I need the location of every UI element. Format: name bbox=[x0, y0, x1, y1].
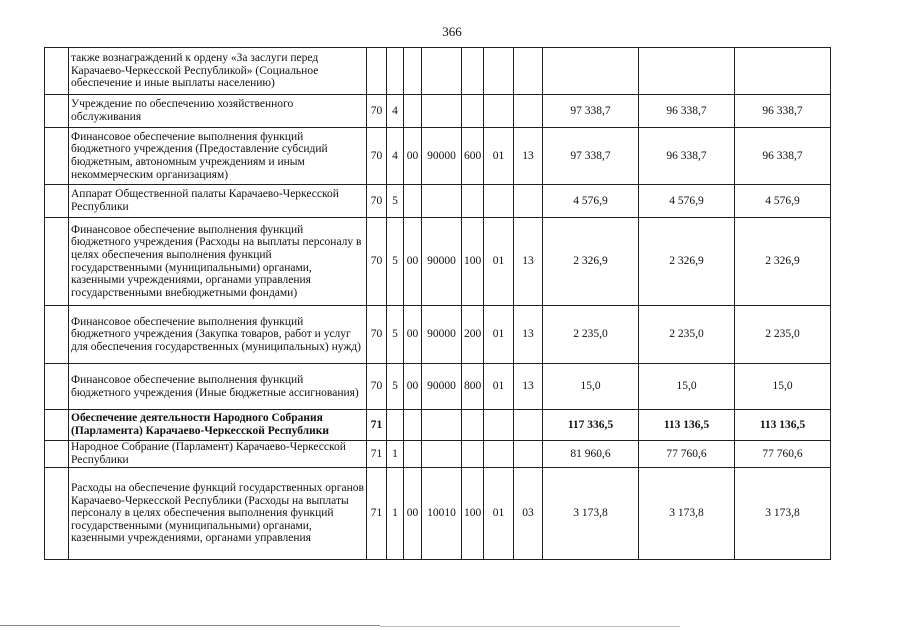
row-number-cell bbox=[45, 364, 69, 410]
code-cell: 70 bbox=[367, 364, 387, 410]
code-cell: 00 bbox=[404, 468, 422, 560]
amount-cell: 3 173,8 bbox=[639, 468, 735, 560]
code-cell: 5 bbox=[387, 364, 404, 410]
code-cell: 71 bbox=[367, 468, 387, 560]
amount-cell: 81 960,6 bbox=[543, 441, 639, 468]
code-cell: 13 bbox=[514, 364, 543, 410]
code-cell: 00 bbox=[404, 218, 422, 306]
row-number-cell bbox=[45, 185, 69, 218]
code-cell: 1 bbox=[387, 441, 404, 468]
code-cell: 01 bbox=[484, 364, 514, 410]
amount-cell: 2 235,0 bbox=[639, 306, 735, 364]
code-cell: 100 bbox=[462, 468, 484, 560]
code-cell bbox=[514, 48, 543, 95]
row-number-cell bbox=[45, 468, 69, 560]
code-cell: 01 bbox=[484, 306, 514, 364]
table-row bbox=[45, 306, 831, 364]
row-number-cell bbox=[45, 48, 69, 95]
row-name-cell: Аппарат Общественной палаты Карачаево-Черкесской Республики bbox=[69, 185, 367, 218]
amount-cell: 3 173,8 bbox=[735, 468, 831, 560]
code-cell: 100 bbox=[462, 218, 484, 306]
code-cell: 01 bbox=[484, 218, 514, 306]
bottom-rule-faint bbox=[380, 626, 680, 627]
amount-cell: 2 326,9 bbox=[543, 218, 639, 306]
code-cell bbox=[422, 185, 462, 218]
code-cell bbox=[514, 185, 543, 218]
table-row bbox=[45, 48, 831, 95]
table-row bbox=[45, 441, 831, 468]
code-cell bbox=[422, 95, 462, 128]
amount-cell: 96 338,7 bbox=[735, 95, 831, 128]
code-cell bbox=[404, 441, 422, 468]
table-row bbox=[45, 364, 831, 410]
code-cell bbox=[462, 48, 484, 95]
code-cell: 13 bbox=[514, 218, 543, 306]
table-row bbox=[45, 468, 831, 560]
amount-cell bbox=[543, 48, 639, 95]
code-cell bbox=[484, 441, 514, 468]
row-name-cell: Обеспечение деятельности Народного Собрания (Парламента) Карачаево-Черкесской Республики bbox=[69, 410, 367, 441]
code-cell: 10010 bbox=[422, 468, 462, 560]
row-name-cell: Народное Собрание (Парламент) Карачаево-Черкесской Республики bbox=[69, 441, 367, 468]
code-cell bbox=[387, 48, 404, 95]
table-row bbox=[45, 410, 831, 441]
code-cell: 71 bbox=[367, 441, 387, 468]
row-name-cell: Расходы на обеспечение функций государственных органов Карачаево-Черкесской Республики (Расходы на выплаты персоналу в целях обеспечения выполнения функций государственными (муниципальными) органами, казенными учреждениями, органами управления bbox=[69, 468, 367, 560]
amount-cell: 96 338,7 bbox=[735, 128, 831, 185]
code-cell: 1 bbox=[387, 468, 404, 560]
row-number-cell bbox=[45, 95, 69, 128]
code-cell bbox=[514, 410, 543, 441]
code-cell bbox=[514, 441, 543, 468]
code-cell: 90000 bbox=[422, 128, 462, 185]
row-name-cell: также вознаграждений к ордену «За заслуги перед Карачаево-Черкесской Республикой» (Социальное обеспечение и иные выплаты населению) bbox=[69, 48, 367, 95]
code-cell bbox=[404, 185, 422, 218]
code-cell bbox=[514, 95, 543, 128]
code-cell bbox=[422, 410, 462, 441]
amount-cell: 15,0 bbox=[639, 364, 735, 410]
code-cell: 4 bbox=[387, 95, 404, 128]
amount-cell: 113 136,5 bbox=[639, 410, 735, 441]
code-cell: 70 bbox=[367, 185, 387, 218]
amount-cell: 4 576,9 bbox=[543, 185, 639, 218]
row-name-cell: Финансовое обеспечение выполнения функций бюджетного учреждения (Расходы на выплаты персоналу в целях обеспечения выполнения функций государственными (муниципальными) органами, казенными учреждениями, органами управления государственными внебюджетными фондами) bbox=[69, 218, 367, 306]
code-cell: 03 bbox=[514, 468, 543, 560]
page-number: 366 bbox=[442, 24, 462, 39]
amount-cell: 2 235,0 bbox=[543, 306, 639, 364]
code-cell: 800 bbox=[462, 364, 484, 410]
row-name-cell: Учреждение по обеспечению хозяйственного обслуживания bbox=[69, 95, 367, 128]
code-cell: 200 bbox=[462, 306, 484, 364]
code-cell bbox=[462, 410, 484, 441]
code-cell bbox=[462, 441, 484, 468]
code-cell: 90000 bbox=[422, 218, 462, 306]
code-cell: 90000 bbox=[422, 364, 462, 410]
code-cell bbox=[462, 95, 484, 128]
code-cell bbox=[404, 48, 422, 95]
table-row bbox=[45, 218, 831, 306]
code-cell bbox=[387, 410, 404, 441]
budget-table bbox=[44, 47, 831, 560]
code-cell bbox=[484, 410, 514, 441]
code-cell: 70 bbox=[367, 218, 387, 306]
amount-cell: 96 338,7 bbox=[639, 95, 735, 128]
code-cell: 13 bbox=[514, 306, 543, 364]
code-cell bbox=[484, 185, 514, 218]
code-cell: 70 bbox=[367, 306, 387, 364]
code-cell bbox=[404, 410, 422, 441]
code-cell: 70 bbox=[367, 95, 387, 128]
amount-cell: 77 760,6 bbox=[735, 441, 831, 468]
amount-cell: 117 336,5 bbox=[543, 410, 639, 441]
amount-cell: 4 576,9 bbox=[639, 185, 735, 218]
code-cell: 00 bbox=[404, 364, 422, 410]
row-name-cell: Финансовое обеспечение выполнения функций бюджетного учреждения (Предоставление субсидий бюджетным, автономным учреждениям и иным некоммерческим организациям) bbox=[69, 128, 367, 185]
code-cell bbox=[404, 95, 422, 128]
row-number-cell bbox=[45, 441, 69, 468]
code-cell: 01 bbox=[484, 128, 514, 185]
table-row bbox=[45, 128, 831, 185]
row-number-cell bbox=[45, 410, 69, 441]
amount-cell: 96 338,7 bbox=[639, 128, 735, 185]
amount-cell: 113 136,5 bbox=[735, 410, 831, 441]
amount-cell: 3 173,8 bbox=[543, 468, 639, 560]
code-cell: 00 bbox=[404, 128, 422, 185]
table-row bbox=[45, 95, 831, 128]
bottom-rule bbox=[0, 625, 380, 626]
code-cell: 5 bbox=[387, 185, 404, 218]
code-cell: 5 bbox=[387, 218, 404, 306]
amount-cell bbox=[639, 48, 735, 95]
amount-cell: 2 326,9 bbox=[735, 218, 831, 306]
code-cell: 70 bbox=[367, 128, 387, 185]
amount-cell: 77 760,6 bbox=[639, 441, 735, 468]
amount-cell: 15,0 bbox=[735, 364, 831, 410]
row-number-cell bbox=[45, 218, 69, 306]
amount-cell: 2 235,0 bbox=[735, 306, 831, 364]
amount-cell: 97 338,7 bbox=[543, 128, 639, 185]
code-cell: 90000 bbox=[422, 306, 462, 364]
code-cell: 4 bbox=[387, 128, 404, 185]
row-number-cell bbox=[45, 306, 69, 364]
row-number-cell bbox=[45, 128, 69, 185]
code-cell: 00 bbox=[404, 306, 422, 364]
row-name-cell: Финансовое обеспечение выполнения функций бюджетного учреждения (Закупка товаров, работ и услуг для обеспечения государственных (муниципальных) нужд) bbox=[69, 306, 367, 364]
amount-cell bbox=[735, 48, 831, 95]
code-cell bbox=[462, 185, 484, 218]
code-cell bbox=[422, 48, 462, 95]
amount-cell: 15,0 bbox=[543, 364, 639, 410]
row-name-cell: Финансовое обеспечение выполнения функций бюджетного учреждения (Иные бюджетные ассигнования) bbox=[69, 364, 367, 410]
code-cell: 600 bbox=[462, 128, 484, 185]
amount-cell: 4 576,9 bbox=[735, 185, 831, 218]
code-cell bbox=[367, 48, 387, 95]
code-cell: 5 bbox=[387, 306, 404, 364]
amount-cell: 2 326,9 bbox=[639, 218, 735, 306]
code-cell bbox=[422, 441, 462, 468]
code-cell: 13 bbox=[514, 128, 543, 185]
table-row bbox=[45, 185, 831, 218]
code-cell: 71 bbox=[367, 410, 387, 441]
amount-cell: 97 338,7 bbox=[543, 95, 639, 128]
code-cell bbox=[484, 95, 514, 128]
code-cell bbox=[484, 48, 514, 95]
code-cell: 01 bbox=[484, 468, 514, 560]
